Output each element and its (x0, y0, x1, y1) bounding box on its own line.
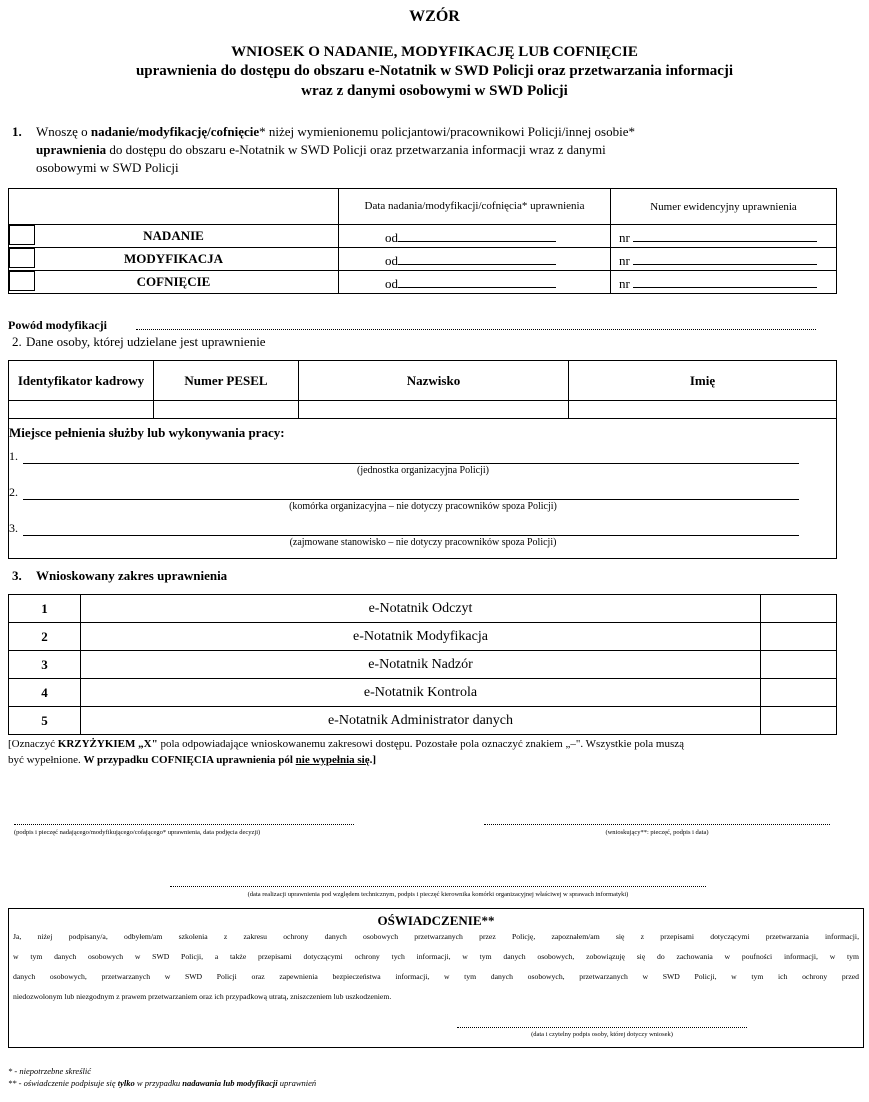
person-table (8, 360, 837, 559)
text: ** - oświadczenie podpisuje się (8, 1078, 118, 1088)
footnote-1: * - niepotrzebne skreślić (8, 1066, 92, 1076)
workplace-line-1[interactable] (23, 463, 799, 464)
scope-number: 4 (9, 679, 81, 707)
scope-mark-4[interactable] (761, 679, 837, 707)
section3-number: 3. (12, 568, 22, 583)
reason-label: Powód modyfikacji (8, 318, 107, 332)
checkbox-cofniecie[interactable] (9, 271, 35, 291)
scope-mark-5[interactable] (761, 707, 837, 735)
scope-mark-3[interactable] (761, 651, 837, 679)
label-cofniecie: COFNIĘCIE (136, 274, 211, 289)
text: uprawnień (277, 1078, 317, 1088)
section2-number: 2. (12, 334, 22, 349)
text: * niżej wymienionemu policjantowi/pracownikowi Policji/innej osobie* (259, 124, 635, 139)
scope-number: 3 (9, 651, 81, 679)
applicant-signature-line[interactable] (484, 824, 830, 825)
nr-label: nr (619, 252, 630, 268)
declaration-text (13, 927, 859, 1007)
header-pesel: Numer PESEL (154, 361, 299, 401)
scope-number: 1 (9, 595, 81, 623)
nr-field-modyfikacja[interactable] (633, 250, 817, 265)
section1-text-line2 (36, 142, 836, 158)
nr-header: Numer ewidencyjny uprawnienia (611, 189, 837, 225)
applicant-signature-caption: (wnioskujący**: pieczęć, podpis i data) (605, 829, 709, 836)
section1-text-line3: osobowymi w SWD Policji (36, 160, 179, 175)
section1-text-line1 (36, 124, 836, 140)
scope-number: 5 (9, 707, 81, 735)
grant-row-label (9, 271, 339, 294)
header-imie: Imię (569, 361, 837, 401)
line-number: 1. (9, 449, 18, 463)
form-subheading-2: wraz z danymi osobowymi w SWD Policji (301, 83, 568, 99)
text-bold: W przypadku COFNIĘCIA uprawnienia pól (83, 754, 296, 766)
text: pola odpowiadające wnioskowanemu zakresowi dostępu. Pozostałe pola oznaczyć znakiem „–". Wszystkie pola muszą (157, 738, 685, 750)
grant-type-table (8, 188, 837, 294)
label-modyfikacja: MODYFIKACJA (124, 251, 223, 266)
declaration-line: danych osobowych, przetwarzanych w SWD Policji oraz zapewnienia bezpieczeństwa informacji, w tym danych osobowych, przetwarzanych w SWD Policji, w tym ich ochrony przed (13, 972, 859, 981)
declaration-line: niedozwolonym lub niezgodnym z prawem przetwarzaniem oraz ich przypadkową utratą, zniszczeniem lub uszkodzeniem. (13, 992, 392, 1001)
nr-cell (611, 271, 837, 294)
caption: (jednostka organizacyjna Policji) (357, 465, 489, 476)
label-nadanie: NADANIE (143, 228, 204, 243)
declaration-box (8, 908, 864, 1048)
empty-header-cell (9, 189, 339, 225)
form-subheading: uprawnienia do dostępu do obszaru e-Notatnik w SWD Policji oraz przetwarzania informacji (135, 63, 734, 79)
scope-mark-1[interactable] (761, 595, 837, 623)
scope-table (8, 594, 837, 735)
nr-cell (611, 248, 837, 271)
nr-label: nr (619, 229, 630, 245)
reason-field[interactable] (136, 329, 816, 330)
declaration-signature-caption: (data i czytelny podpis osoby, której dotyczy wniosek) (531, 1031, 673, 1038)
section2-title: Dane osoby, której udzielane jest uprawnienie (26, 334, 266, 349)
workplace-title: Miejsce pełnienia służby lub wykonywania pracy: (9, 425, 285, 440)
scope-name: e-Notatnik Odczyt (81, 595, 761, 623)
scope-name: e-Notatnik Modyfikacja (81, 623, 761, 651)
scope-note-line1 (8, 738, 836, 750)
workplace-line-2[interactable] (23, 499, 799, 500)
text-bold: nadawania lub modyfikacji (182, 1078, 278, 1088)
nr-field-cofniecie[interactable] (633, 273, 817, 288)
declaration-signature-line[interactable] (457, 1027, 747, 1028)
text-bold-underlined: nie wypełnia się (295, 754, 370, 766)
caption: (zajmowane stanowisko – nie dotyczy pracowników spoza Policji) (289, 537, 557, 548)
date-header: Data nadania/modyfikacji/cofnięcia* uprawnienia (339, 189, 611, 225)
text: być wypełnione. (8, 754, 84, 766)
grant-row-label (9, 225, 339, 248)
declaration-title: OŚWIADCZENIE** (377, 913, 495, 928)
it-signature-line[interactable] (170, 886, 706, 887)
checkbox-nadanie[interactable] (9, 225, 35, 245)
identyfikator-input[interactable] (9, 401, 154, 419)
nr-field-nadanie[interactable] (633, 227, 817, 242)
line-number: 3. (9, 521, 18, 535)
it-signature-caption: (data realizacji uprawnienia pod względem technicznym, podpis i pieczęć kierownika komórki organizacyjnej właściwej w sprawach informatyki) (247, 891, 629, 898)
od-label: od (385, 252, 398, 268)
od-label: od (385, 275, 398, 291)
header-identyfikator: Identyfikator kadrowy (9, 361, 154, 401)
nr-label: nr (619, 275, 630, 291)
text: w przypadku (134, 1078, 183, 1088)
scope-note-line2 (8, 754, 836, 766)
scope-name: e-Notatnik Nadzór (81, 651, 761, 679)
grant-row-label (9, 248, 339, 271)
approver-signature-caption: (podpis i pieczęć nadającego/modyfikującego/cofającego* uprawnienia, data podjęcia decyzji) (14, 829, 261, 836)
date-field-cofniecie[interactable] (398, 273, 556, 288)
footnote-2 (8, 1078, 316, 1088)
form-heading: WNIOSEK O NADANIE, MODYFIKACJĘ LUB COFNIĘCIE (231, 44, 638, 60)
scope-name: e-Notatnik Kontrola (81, 679, 761, 707)
text-bold: uprawnienia (36, 142, 107, 157)
declaration-line: w tym danych osobowych w SWD Policji, a także przepisami dotyczącymi ochrony tych informacji, w tym danych osobowych, zobowiązuję się do zachowania w poufności informacji, w tym (13, 952, 859, 961)
imie-input[interactable] (569, 401, 837, 419)
scope-mark-2[interactable] (761, 623, 837, 651)
workplace-line-3[interactable] (23, 535, 799, 536)
scope-number: 2 (9, 623, 81, 651)
checkbox-modyfikacja[interactable] (9, 248, 35, 268)
workplace-cell (9, 419, 837, 559)
pesel-input[interactable] (154, 401, 299, 419)
text-bold: .] (369, 754, 377, 766)
line-number: 2. (9, 485, 18, 499)
date-cell (339, 225, 611, 248)
text-bold: nadanie/modyfikację/cofnięcie (90, 124, 260, 139)
form-title: WZÓR (409, 8, 460, 25)
date-field-modyfikacja[interactable] (398, 250, 556, 265)
date-cell (339, 248, 611, 271)
text-bold: KRZYŻYKIEM „X" (57, 738, 158, 750)
date-cell (339, 271, 611, 294)
header-nazwisko: Nazwisko (299, 361, 569, 401)
nazwisko-input[interactable] (299, 401, 569, 419)
section3-title: Wnioskowany zakres uprawnienia (36, 568, 228, 583)
approver-signature-line[interactable] (14, 824, 354, 825)
section1-number: 1. (12, 124, 22, 139)
text: do dostępu do obszaru e-Notatnik w SWD Policji oraz przetwarzania informacji wraz z danymi (106, 142, 606, 157)
declaration-line: Ja, niżej podpisany/a, odbyłem/am szkolenia z zakresu ochrony danych osobowych przetwarzanych przez Policję, zapoznałem/am się z przepisami dotyczącymi przetwarzania informacji, (13, 932, 859, 941)
caption: (komórka organizacyjna – nie dotyczy pracowników spoza Policji) (289, 501, 557, 512)
od-label: od (385, 229, 398, 245)
scope-name: e-Notatnik Administrator danych (81, 707, 761, 735)
date-field-nadanie[interactable] (398, 227, 556, 242)
text: Wnoszę o (36, 124, 91, 139)
nr-cell (611, 225, 837, 248)
text-bold: tylko (117, 1078, 135, 1088)
text: [Oznaczyć (8, 738, 58, 750)
